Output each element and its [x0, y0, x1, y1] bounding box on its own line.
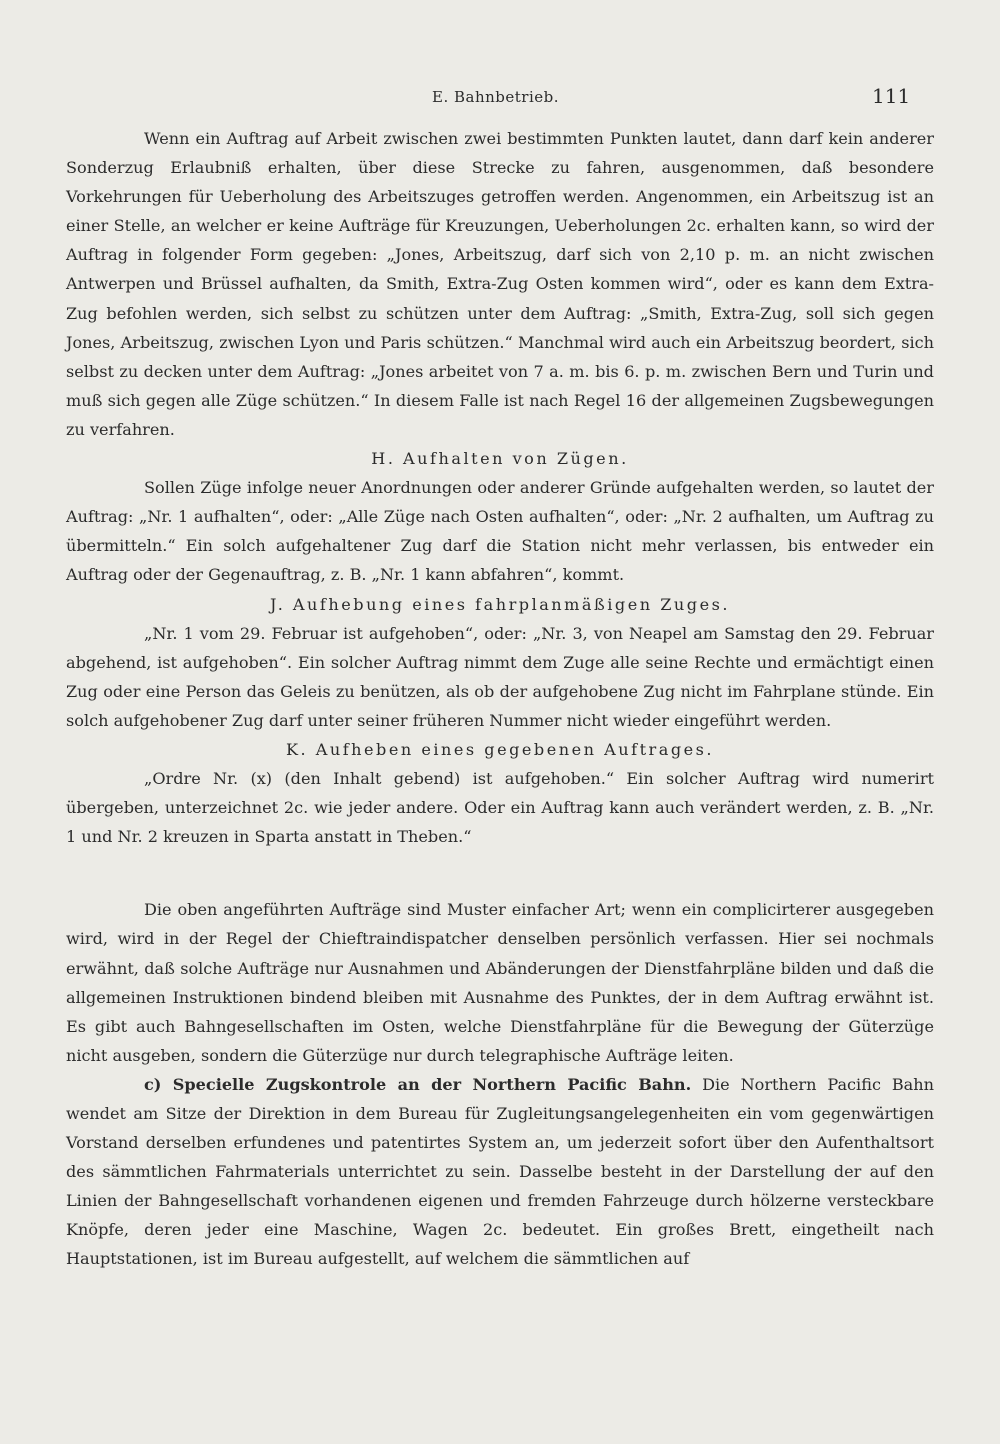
paragraph-northern-pacific: [66, 1070, 934, 1274]
page-header: [0, 84, 1000, 112]
running-head: E. Bahnbetrieb.: [432, 88, 559, 106]
paragraph-northern-pacific-text: Die Northern Pacific Bahn wendet am Sitze der Direktion in dem Bureau für Zugleitungsangelegenheiten ein vom gegenwärtigen Vorstand derselben erfundenes und patentirtes System an, um jederzeit sofort über den Aufenthaltsort des sämmtlichen Fahrmaterials unterrichtet zu sein. Dasselbe besteht in der Darstellung der auf den Linien der Bahngesellschaft vorhandenen eigenen und fremden Fahrzeuge durch hölzerne versteckbare Knöpfe, deren jeder eine Maschine, Wagen 2c. bedeutet. Ein großes Brett, eingetheilt nach Hauptstationen, ist im Bureau aufgestellt, auf welchem die sämmtlichen auf: [66, 1074, 934, 1269]
paragraph-annulment: „Nr. 1 vom 29. Februar ist aufgehoben“, oder: „Nr. 3, von Neapel am Samstag den 29. Februar abgehend, ist aufgehoben“. Ein solcher Auftrag nimmt dem Zuge alle seine Rechte und ermächtigt einen Zug oder eine Person das Geleis zu benützen, als ob der aufgehobene Zug nicht im Fahrplane stünde. Ein solch aufgehobener Zug darf unter seiner früheren Nummer nicht wieder eingeführt werden.: [66, 623, 934, 730]
section-gap: [66, 851, 934, 895]
section-heading-j: J. Aufhebung eines fahrplanmäßigen Zuges.: [270, 594, 730, 614]
paragraph-work-train-orders: Wenn ein Auftrag auf Arbeit zwischen zwei bestimmten Punkten lautet, dann darf kein anderer Sonderzug Erlaubniß erhalten, über diese Strecke zu fahren, ausgenommen, daß besondere Vorkehrungen für Ueberholung des Arbeitszuges getroffen werden. Angenommen, ein Arbeitszug ist an einer Stelle, an welcher er keine Aufträge für Kreuzungen, Ueberholungen 2c. erhalten kann, so wird der Auftrag in folgender Form gegeben: „Jones, Arbeitszug, darf sich von 2,10 p. m. an nicht zwischen Antwerpen und Brüssel aufhalten, da Smith, Extra-Zug Osten kommen wird“, oder es kann dem Extra-Zug befohlen werden, sich selbst zu schützen unter dem Auftrag: „Smith, Extra-Zug, soll sich gegen Jones, Arbeitszug, zwischen Lyon und Paris schützen.“ Manchmal wird auch ein Arbeitszug beordert, sich selbst zu decken unter dem Auftrag: „Jones arbeitet von 7 a. m. bis 6. p. m. zwischen Bern und Turin und muß sich gegen alle Züge schützen.“ In diesem Falle ist nach Regel 16 der allgemeinen Zugsbewegungen zu verfahren.: [66, 129, 934, 439]
page-number: 111: [872, 84, 911, 108]
paragraph-sample-orders: Die oben angeführten Aufträge sind Muster einfacher Art; wenn ein complicirterer ausgegeben wird, wird in der Regel der Chieftraindispatcher denselben persönlich verfassen. Hier sei nochmals erwähnt, daß solche Aufträge nur Ausnahmen und Abänderungen der Dienstfahrpläne bilden und daß die allgemeinen Instruktionen bindend bleiben mit Ausnahme des Punktes, der in dem Auftrag erwähnt ist. Es gibt auch Bahngesellschaften im Osten, welche Dienstfahrpläne für die Bewegung der Güterzüge nicht ausgeben, sondern die Güterzüge nur durch telegraphische Aufträge leiten.: [66, 900, 934, 1065]
subsection-heading-c: c) Specielle Zugskontrole an der Northern Pacific Bahn.: [144, 1074, 692, 1094]
body-text: [66, 124, 934, 1274]
section-heading-k: K. Aufheben eines gegebenen Auftrages.: [285, 739, 715, 759]
paragraph-cancel-order: „Ordre Nr. (x) (den Inhalt gebend) ist aufgehoben.“ Ein solcher Auftrag wird numerirt übergeben, unterzeichnet 2c. wie jeder andere. Oder ein Auftrag kann auch verändert werden, z. B. „Nr. 1 und Nr. 2 kreuzen in Sparta anstatt in Theben.“: [66, 769, 934, 847]
paragraph-holding-trains: Sollen Züge infolge neuer Anordnungen oder anderer Gründe aufgehalten werden, so lautet der Auftrag: „Nr. 1 aufhalten“, oder: „Alle Züge nach Osten aufhalten“, oder: „Nr. 2 aufhalten, um Auftrag zu übermitteln.“ Ein solch aufgehaltener Zug darf die Station nicht mehr verlassen, bis entweder ein Auftrag oder der Gegenauftrag, z. B. „Nr. 1 kann abfahren“, kommt.: [66, 478, 934, 585]
section-heading-h: H. Aufhalten von Zügen.: [371, 449, 629, 469]
